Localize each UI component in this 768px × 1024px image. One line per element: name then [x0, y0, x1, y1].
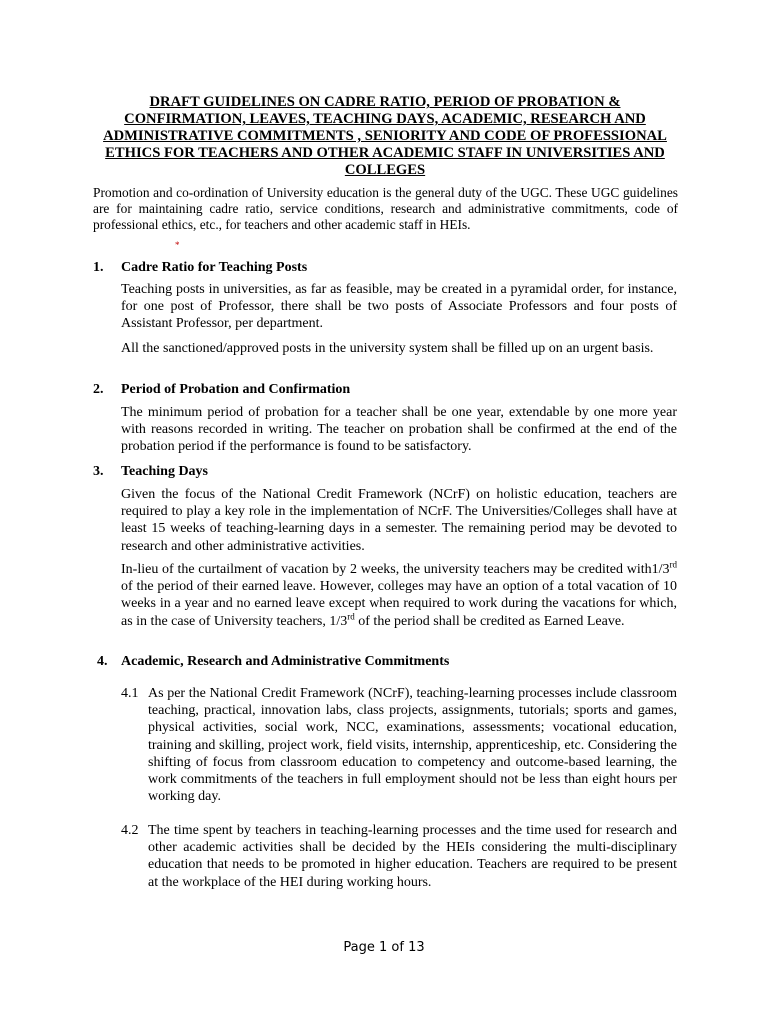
- subsection-4-2-number: 4.2: [121, 823, 139, 838]
- section-3-title: Teaching Days: [121, 464, 209, 479]
- section-3-paragraph-2-part-b: of the period of their earned leave. However, colleges may have an option of a total vacation of 10 weeks in a year and no earned leave except when required to work during the vacations for which, as in the case of University teachers, 1/3: [121, 579, 677, 629]
- subsection-4-1-text: As per the National Credit Framework (NCrF), teaching-learning processes include classroom teaching, practical, innovation labs, class projects, assignments, tutorials; sports and games, physical activities, social work, NCC, examinations, assessments; vocational education, training and skilling, project work, field visits, internship, apprenticeship, etc. Considering the shifting of focus from classroom education to competency and outcome-based learning, the work commitments of the teachers in full employment should not be less than eight hours per working day.: [148, 686, 677, 805]
- subsection-4-2: [121, 822, 677, 891]
- section-1-paragraph-2: All the sanctioned/approved posts in the university system shall be filled up on an urgent basis.: [121, 341, 654, 356]
- subsection-4-1-number: 4.1: [121, 686, 139, 701]
- section-3-paragraph-2: [121, 561, 677, 630]
- section-3-paragraph-2-part-a: In-lieu of the curtailment of vacation by 2 weeks, the university teachers may be credited with1/3: [121, 562, 670, 577]
- superscript-rd-2: rd: [347, 610, 355, 621]
- footer-total-pages: 13: [408, 940, 425, 955]
- section-4-number: 4.: [97, 654, 108, 669]
- superscript-rd-1: rd: [669, 559, 677, 570]
- section-1-paragraph-1: Teaching posts in universities, as far as feasible, may be created in a pyramidal order, for instance, for one post of Professor, there shall be two posts of Associate Professors and four posts of Assistant Professor, per department.: [121, 282, 677, 332]
- section-1-title: Cadre Ratio for Teaching Posts: [121, 260, 308, 275]
- footer-page-word: Page: [343, 940, 379, 955]
- section-4-title: Academic, Research and Administrative Commitments: [121, 654, 450, 669]
- footer-of-word: of: [387, 940, 409, 955]
- section-2-paragraph-1: The minimum period of probation for a teacher shall be one year, extendable by one more year with reasons recorded in writing. The teacher on probation shall be confirmed at the end of the probation period if the performance is found to be satisfactory.: [121, 405, 677, 455]
- document-title: DRAFT GUIDELINES ON CADRE RATIO, PERIOD OF PROBATION & CONFIRMATION, LEAVES, TEACHING DAYS, ACADEMIC, RESEARCH AND ADMINISTRATIVE COMMITMENTS , SENIORITY AND CODE OF PROFESSIONAL ETHICS FOR TEACHERS AND OTHER ACADEMIC STAFF IN UNIVERSITIES AND COLLEGES: [103, 94, 667, 178]
- stray-red-mark: *: [175, 240, 180, 250]
- intro-paragraph: Promotion and co-ordination of University education is the general duty of the UGC. These UGC guidelines are for maintaining cadre ratio, service conditions, research and administrative commitments, code of professional ethics, etc., for teachers and other academic staff in HEIs.: [93, 185, 678, 233]
- subsection-4-2-text: The time spent by teachers in teaching-learning processes and the time used for research and other academic activities shall be decided by the HEIs considering the multi-disciplinary education that needs to be promoted in higher education. Teachers are required to be present at the workplace of the HEI during working hours.: [148, 823, 677, 890]
- section-3-paragraph-1: Given the focus of the National Credit Framework (NCrF) on holistic education, teachers are required to play a key role in the implementation of NCrF. The Universities/Colleges shall have at least 15 weeks of teaching-learning days in a semester. The remaining period may be devoted to research and other administrative activities.: [121, 487, 677, 554]
- section-2-number: 2.: [93, 382, 104, 397]
- footer-page-number: 1: [378, 940, 388, 955]
- section-2-title: Period of Probation and Confirmation: [121, 382, 351, 397]
- section-3-paragraph-2-part-c: of the period shall be credited as Earned Leave.: [354, 613, 625, 629]
- section-1-number: 1.: [93, 260, 104, 275]
- section-3-number: 3.: [93, 464, 104, 479]
- page-footer: [0, 940, 768, 955]
- subsection-4-1: [121, 685, 677, 805]
